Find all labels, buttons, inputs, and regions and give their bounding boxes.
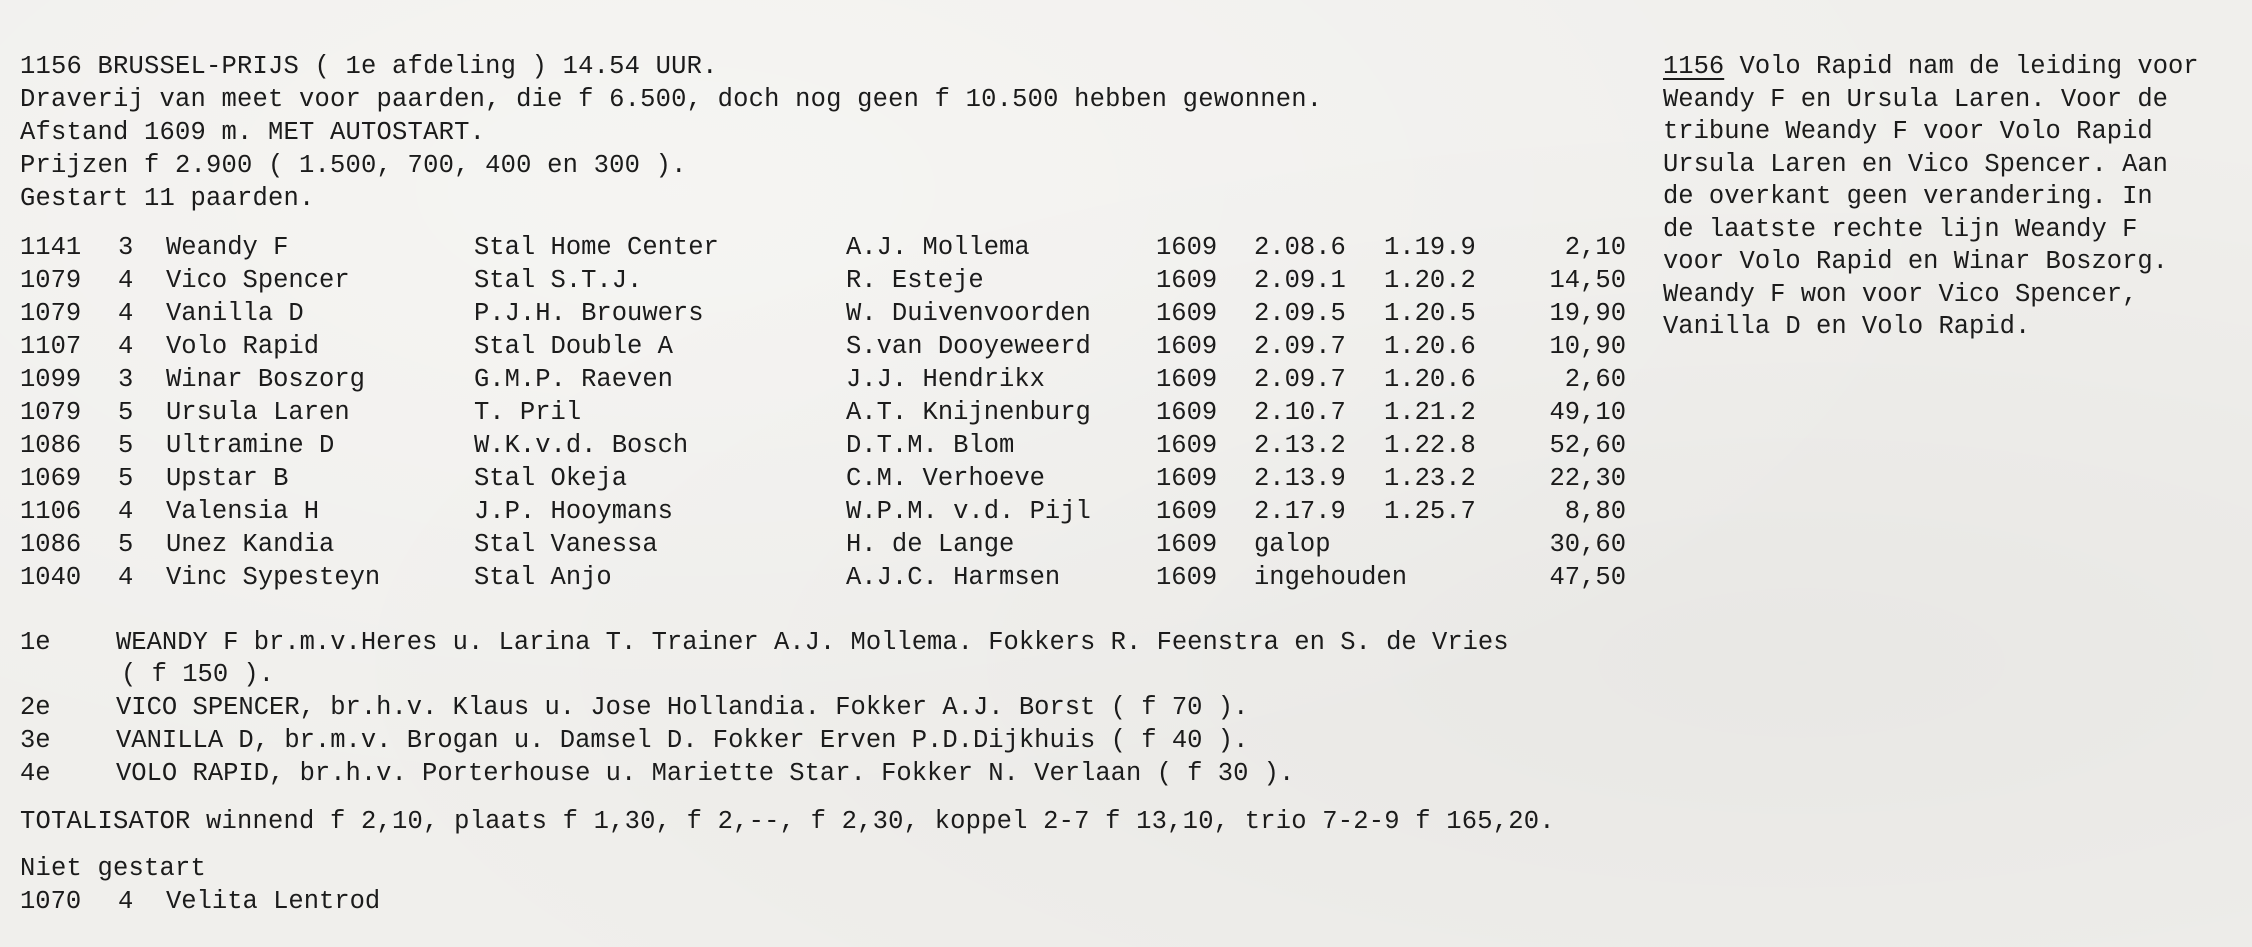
commentary-text: Volo Rapid nam de leiding voor xyxy=(1724,52,2199,81)
table-row xyxy=(0,463,1650,495)
odds: 10,90 xyxy=(1549,332,1626,361)
odds: 19,90 xyxy=(1549,299,1626,328)
driver: A.J.C. Harmsen xyxy=(846,563,1061,592)
driver: A.T. Knijnenburg xyxy=(846,398,1091,427)
distance: 1609 xyxy=(1156,332,1218,361)
placing-description-continued: ( f 150 ). xyxy=(121,660,275,689)
km-time: 1.20.6 xyxy=(1384,332,1476,361)
horse-age: 4 xyxy=(118,266,134,295)
race-title: 1156 BRUSSEL-PRIJS ( 1e afdeling ) 14.54 UUR. xyxy=(20,52,718,81)
start-number: 1079 xyxy=(20,299,82,328)
horse-name: Velita Lentrod xyxy=(166,887,381,916)
horse-name: Vanilla D xyxy=(166,299,304,328)
horse-name: Upstar B xyxy=(166,464,289,493)
km-time: 1.23.2 xyxy=(1384,464,1476,493)
start-number: 1069 xyxy=(20,464,82,493)
commentary-line: Weandy F won voor Vico Spencer, xyxy=(1663,280,2138,309)
placing-label: 3e xyxy=(20,726,51,755)
not-started-heading: Niet gestart xyxy=(20,854,207,883)
table-row xyxy=(0,364,1650,396)
distance: 1609 xyxy=(1156,299,1218,328)
horse-age: 5 xyxy=(118,398,134,427)
horse-name: Weandy F xyxy=(166,233,289,262)
race-conditions: Draverij van meet voor paarden, die f 6.500, doch nog geen f 10.500 hebben gewonnen. xyxy=(20,85,1323,114)
odds: 2,10 xyxy=(1564,233,1626,262)
table-row xyxy=(0,496,1650,528)
start-number: 1141 xyxy=(20,233,82,262)
driver: R. Esteje xyxy=(846,266,984,295)
owner: Stal Vanessa xyxy=(474,530,658,559)
horse-age: 3 xyxy=(118,233,134,262)
start-number: 1070 xyxy=(20,887,82,916)
owner: G.M.P. Raeven xyxy=(474,365,673,394)
table-row xyxy=(0,232,1650,264)
race-prizes: Prijzen f 2.900 ( 1.500, 700, 400 en 300 ). xyxy=(20,151,687,180)
horse-age: 3 xyxy=(118,365,134,394)
start-number: 1099 xyxy=(20,365,82,394)
race-starters: Gestart 11 paarden. xyxy=(20,184,315,213)
placing-label: 4e xyxy=(20,759,51,788)
distance: 1609 xyxy=(1156,497,1218,526)
owner: J.P. Hooymans xyxy=(474,497,673,526)
total-time: 2.09.7 xyxy=(1254,365,1346,394)
owner: Stal Double A xyxy=(474,332,673,361)
odds: 14,50 xyxy=(1549,266,1626,295)
driver: A.J. Mollema xyxy=(846,233,1030,262)
odds: 30,60 xyxy=(1549,530,1626,559)
km-time: 1.22.8 xyxy=(1384,431,1476,460)
horse-age: 4 xyxy=(118,299,134,328)
horse-age: 4 xyxy=(118,497,134,526)
odds: 47,50 xyxy=(1549,563,1626,592)
start-number: 1079 xyxy=(20,398,82,427)
commentary-line: tribune Weandy F voor Volo Rapid xyxy=(1663,117,2153,146)
table-row xyxy=(0,562,1650,594)
horse-age: 4 xyxy=(118,563,134,592)
horse-name: Winar Boszorg xyxy=(166,365,365,394)
owner: Stal Okeja xyxy=(474,464,628,493)
driver: C.M. Verhoeve xyxy=(846,464,1045,493)
start-number: 1040 xyxy=(20,563,82,592)
table-row xyxy=(0,298,1650,330)
placing-description: VOLO RAPID, br.h.v. Porterhouse u. Mariette Star. Fokker N. Verlaan ( f 30 ). xyxy=(116,759,1295,788)
distance: 1609 xyxy=(1156,398,1218,427)
owner: W.K.v.d. Bosch xyxy=(474,431,689,460)
odds: 52,60 xyxy=(1549,431,1626,460)
horse-name: Unez Kandia xyxy=(166,530,335,559)
totalisator-line: TOTALISATOR winnend f 2,10, plaats f 1,30, f 2,--, f 2,30, koppel 2-7 f 13,10, trio 7-2-9 f 165,20. xyxy=(20,807,1555,836)
start-number: 1086 xyxy=(20,431,82,460)
distance: 1609 xyxy=(1156,431,1218,460)
km-time: 1.25.7 xyxy=(1384,497,1476,526)
owner: Stal Anjo xyxy=(474,563,612,592)
table-row xyxy=(0,430,1650,462)
horse-name: Volo Rapid xyxy=(166,332,320,361)
horse-age: 5 xyxy=(118,464,134,493)
horse-name: Ursula Laren xyxy=(166,398,350,427)
horse-name: Ultramine D xyxy=(166,431,335,460)
start-number: 1079 xyxy=(20,266,82,295)
total-time: 2.17.9 xyxy=(1254,497,1346,526)
race-distance: Afstand 1609 m. MET AUTOSTART. xyxy=(20,118,486,147)
odds: 8,80 xyxy=(1564,497,1626,526)
driver: H. de Lange xyxy=(846,530,1015,559)
owner: Stal S.T.J. xyxy=(474,266,643,295)
commentary-line xyxy=(1663,51,2199,84)
horse-name: Vico Spencer xyxy=(166,266,350,295)
total-time: 2.08.6 xyxy=(1254,233,1346,262)
km-time: 1.21.2 xyxy=(1384,398,1476,427)
commentary-line: de laatste rechte lijn Weandy F xyxy=(1663,215,2138,244)
km-time: 1.19.9 xyxy=(1384,233,1476,262)
table-row xyxy=(0,265,1650,297)
horse-age: 4 xyxy=(118,332,134,361)
placing-description: VANILLA D, br.m.v. Brogan u. Damsel D. Fokker Erven P.D.Dijkhuis ( f 40 ). xyxy=(116,726,1249,755)
distance: 1609 xyxy=(1156,563,1218,592)
start-number: 1106 xyxy=(20,497,82,526)
distance: 1609 xyxy=(1156,464,1218,493)
driver: D.T.M. Blom xyxy=(846,431,1015,460)
distance: 1609 xyxy=(1156,266,1218,295)
commentary-line: Vanilla D en Volo Rapid. xyxy=(1663,312,2031,341)
commentary-line: Weandy F en Ursula Laren. Voor de xyxy=(1663,85,2168,114)
driver: J.J. Hendrikx xyxy=(846,365,1045,394)
total-time: 2.10.7 xyxy=(1254,398,1346,427)
owner: Stal Home Center xyxy=(474,233,719,262)
commentary-line: voor Volo Rapid en Winar Boszorg. xyxy=(1663,247,2168,276)
horse-name: Valensia H xyxy=(166,497,320,526)
km-time: 1.20.6 xyxy=(1384,365,1476,394)
owner: P.J.H. Brouwers xyxy=(474,299,704,328)
table-row xyxy=(0,886,1650,918)
table-row xyxy=(0,529,1650,561)
placing-description: VICO SPENCER, br.h.v. Klaus u. Jose Hollandia. Fokker A.J. Borst ( f 70 ). xyxy=(116,693,1249,722)
commentary-line: Ursula Laren en Vico Spencer. Aan xyxy=(1663,150,2168,179)
total-time: galop xyxy=(1254,530,1331,559)
placing-description: WEANDY F br.m.v.Heres u. Larina T. Trainer A.J. Mollema. Fokkers R. Feenstra en S. de Vries xyxy=(116,628,1509,657)
odds: 49,10 xyxy=(1549,398,1626,427)
commentary-race-number: 1156 xyxy=(1663,52,1725,81)
driver: W.P.M. v.d. Pijl xyxy=(846,497,1091,526)
horse-age: 5 xyxy=(118,431,134,460)
start-number: 1107 xyxy=(20,332,82,361)
driver: W. Duivenvoorden xyxy=(846,299,1091,328)
table-row xyxy=(0,331,1650,363)
horse-name: Vinc Sypesteyn xyxy=(166,563,381,592)
total-time: ingehouden xyxy=(1254,563,1408,592)
total-time: 2.09.7 xyxy=(1254,332,1346,361)
placing-label: 1e xyxy=(20,628,51,657)
driver: S.van Dooyeweerd xyxy=(846,332,1091,361)
odds: 22,30 xyxy=(1549,464,1626,493)
horse-age: 5 xyxy=(118,530,134,559)
km-time: 1.20.2 xyxy=(1384,266,1476,295)
table-row xyxy=(0,397,1650,429)
horse-age: 4 xyxy=(118,887,134,916)
distance: 1609 xyxy=(1156,365,1218,394)
total-time: 2.13.9 xyxy=(1254,464,1346,493)
distance: 1609 xyxy=(1156,233,1218,262)
total-time: 2.09.1 xyxy=(1254,266,1346,295)
total-time: 2.09.5 xyxy=(1254,299,1346,328)
placing-label: 2e xyxy=(20,693,51,722)
distance: 1609 xyxy=(1156,530,1218,559)
total-time: 2.13.2 xyxy=(1254,431,1346,460)
commentary-line: de overkant geen verandering. In xyxy=(1663,182,2153,211)
owner: T. Pril xyxy=(474,398,582,427)
start-number: 1086 xyxy=(20,530,82,559)
odds: 2,60 xyxy=(1564,365,1626,394)
km-time: 1.20.5 xyxy=(1384,299,1476,328)
